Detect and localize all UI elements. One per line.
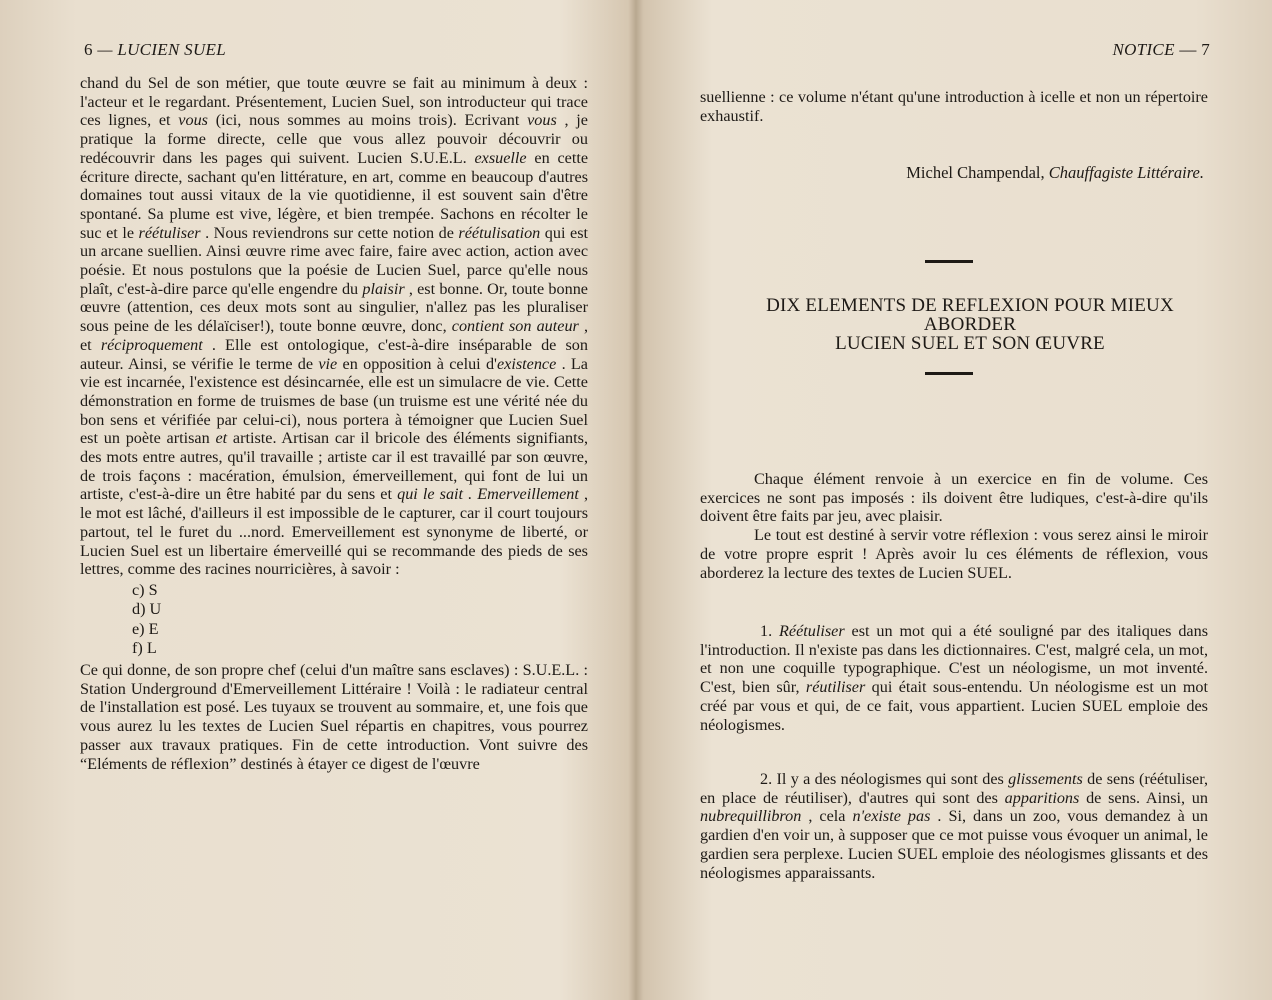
intro-paragraphs	[700, 470, 1208, 582]
list-item: c) S	[132, 580, 158, 599]
signature	[906, 163, 1204, 183]
italic-text-run: exsuelle	[474, 148, 527, 167]
text-run: 1.	[760, 622, 780, 640]
running-head-right	[1113, 40, 1211, 60]
text-run: en opposition à celui d'	[337, 354, 497, 373]
text-run: (ici, nous sommes au moins trois). Ecrivant	[207, 111, 528, 130]
italic-text-run: vous	[178, 111, 208, 130]
heading-line-2: ABORDER	[923, 314, 1017, 335]
text-run: 2. Il y a des néologismes qui sont des	[760, 770, 1009, 788]
running-title-left: — LUCIEN SUEL	[97, 40, 226, 59]
italic-text-run: contient son auteur	[451, 317, 579, 336]
section-heading	[700, 296, 1240, 353]
italic-text-run: et	[215, 429, 228, 448]
intro-paragraph	[700, 470, 1208, 526]
text-run: , est bonne. Or, toute bonne œuvre (attention, ces deux mots sont au singulier, n'allez pas les pluraliser sous peine de les délaïciser!), toute bonne œuvre, donc,	[80, 279, 588, 336]
heading-line-1: DIX ELEMENTS DE REFLEXION POUR MIEUX	[766, 295, 1174, 316]
text-run: , et	[80, 317, 589, 354]
letter-list	[132, 581, 588, 659]
text-run: Chaque élément renvoie à un exercice en fin de volume. Ces exercices ne sont pas imposés : ils doivent être ludiques, c'est-à-dire qu'ils doivent être faits par jeu, avec plaisir.	[700, 470, 1208, 526]
italic-text-run: apparitions	[1004, 788, 1080, 807]
text-run: , le mot est lâché, d'ailleurs il est impossible de le capturer, car il court toujours partout, tel le furet du ...nord. Emerveillement est synonyme de liberté, or Lucien Suel est un libertaire émerveillé qui se recommande des pieds de ses lettres, comme des racines nourricières, à savoir :	[80, 485, 589, 579]
text-run: de sens (réétuliser, en place de réutiliser), d'autres qui sont des	[700, 770, 1208, 807]
italic-text-run: réutiliser	[805, 678, 866, 697]
text-run: en cette écriture directe, sachant qu'en littérature, en art, comme en beaucoup d'autres domaines tout aussi vitaux de la vie quotidienne, il est souvent sain d'être spontané. Sa plume est vive, légère, et bien trempée. Sachons en récolter le suc et le	[80, 148, 589, 242]
text-run: est un mot qui a été souligné par des italiques dans l'introduction. Il n'existe pas dans les dictionnaires. C'est, malgré cela, un mot, et non une coquille typographique. C'est un néologisme, un mot inventé. C'est, bien sûr,	[700, 622, 1208, 697]
section-rule-bottom	[925, 372, 973, 375]
element-2-text	[700, 770, 1208, 882]
italic-text-run: vie	[318, 354, 338, 373]
text-run: chand du Sel de son métier, que toute œuvre se fait au minimum à deux : l'acteur et le regardant. Présentement, Lucien Suel, son introducteur qui trace ces lignes, et	[80, 74, 588, 130]
text-run: . Nous reviendrons sur cette notion de	[200, 223, 459, 242]
italic-text-run: réciproquement	[100, 335, 203, 354]
running-title-right: NOTICE	[1112, 40, 1175, 59]
left-body-text	[80, 74, 588, 773]
element-2-paragraph	[700, 770, 1208, 882]
page-number-right: — 7	[1179, 40, 1210, 59]
italic-text-run: qui le sait . Emerveillement	[397, 485, 579, 504]
list-item: d) U	[132, 600, 162, 619]
text-run: artiste. Artisan car il bricole des éléments signifiants, des mots entre autres, qu'il travaille ; artiste car il est travaillé par son œuvre, de trois façons : macération, émulsion, émerveillement, qui font de lui un artiste, c'est-à-dire un être habité par du sens et	[80, 429, 588, 504]
text-run: . Elle est ontologique, c'est-à-dire inséparable de son auteur. Ainsi, se vérifie le terme de	[80, 335, 588, 373]
body-paragraph	[80, 661, 588, 773]
signature-name: Michel Champendal,	[906, 163, 1049, 182]
italic-text-run: plaisir	[362, 279, 405, 298]
page-number-left: 6	[84, 40, 93, 59]
italic-text-run: réétulisation	[458, 223, 541, 242]
opening-paragraph: suellienne : ce volume n'étant qu'une introduction à icelle et non un répertoire exhaustif.	[700, 88, 1208, 125]
italic-text-run: réétuliser	[138, 223, 201, 242]
italic-text-run: glissements	[1008, 770, 1083, 788]
text-run: qui est un arcane suellien. Ainsi œuvre rime avec faire, faire avec action, action avec poésie. Et nous postulons que la poésie de Lucien Suel, parce qu'elle nous plaît, c'est-à-dire parce qu'elle engendre du	[80, 223, 588, 298]
right-page	[636, 0, 1272, 1000]
signature-title: Chauffagiste Littéraire.	[1048, 163, 1204, 182]
italic-text-run: n'existe pas	[852, 807, 931, 826]
text-run: Le tout est destiné à servir votre réflexion : vous serez ainsi le miroir de votre propre esprit ! Après avoir lu ces éléments de réflexion, vous aborderez la lecture des textes de Lucien SUEL.	[700, 526, 1208, 582]
element-1-text	[700, 622, 1208, 734]
text-run: de sens. Ainsi, un	[1079, 788, 1208, 807]
intro-paragraph	[700, 526, 1208, 582]
running-head-left	[84, 40, 226, 60]
text-run: , cela	[801, 807, 853, 826]
italic-text-run: vous	[527, 111, 557, 130]
section-rule-top	[925, 260, 973, 263]
text-run: . Si, dans un zoo, vous demandez à un gardien d'en voir un, à supposer que ce mot puisse vous évoquer un animal, le gardien sera perplexe. Lucien SUEL emploie des néologismes glissants et des néologismes apparaissants.	[700, 807, 1208, 882]
italic-text-run: Réétuliser	[779, 622, 845, 640]
text-run: , je pratique la forme directe, celle que vous allez pouvoir découvrir ou redécouvrir dans les pages qui suivent. Lucien S.U.E.L.	[80, 111, 588, 167]
italic-text-run: existence	[496, 354, 557, 373]
heading-line-3: LUCIEN SUEL ET SON ŒUVRE	[835, 333, 1105, 354]
text-run: Ce qui donne, de son propre chef (celui d'un maître sans esclaves) : S.U.E.L. : Station Underground d'Emerveillement Littéraire ! Voilà : le radiateur central de l'installation est posé. Les tuyaux se trouvent au sommaire, et, une fois que vous aurez lu les textes de Lucien Suel répartis en chapitres, vous pourrez passer aux travaux pratiques. Fin de cette introduction. Vont suivre des “Eléments de réflexion” destinés à étayer ce digest de l'œuvre	[80, 660, 588, 773]
text-run: qui était sous-entendu. Un néologisme est un mot créé par vous et qui, de ce fait, vous appartient. Lucien SUEL emploie des néologismes.	[700, 678, 1208, 734]
element-1-paragraph	[700, 622, 1208, 734]
text-run: . La vie est incarnée, l'existence est désincarnée, elle est un simulacre de vie. Cette démonstration en forme de truismes de base (un truisme est une vérité née du bon sens et vérifiée par celui-ci), nous portera à témoigner que Lucien Suel est un poète artisan	[80, 354, 588, 448]
body-paragraph	[80, 74, 588, 579]
list-item: f) L	[132, 639, 157, 658]
list-item: e) E	[132, 619, 159, 638]
italic-text-run: nubrequillibron	[700, 807, 802, 826]
opening-text	[700, 88, 1208, 125]
